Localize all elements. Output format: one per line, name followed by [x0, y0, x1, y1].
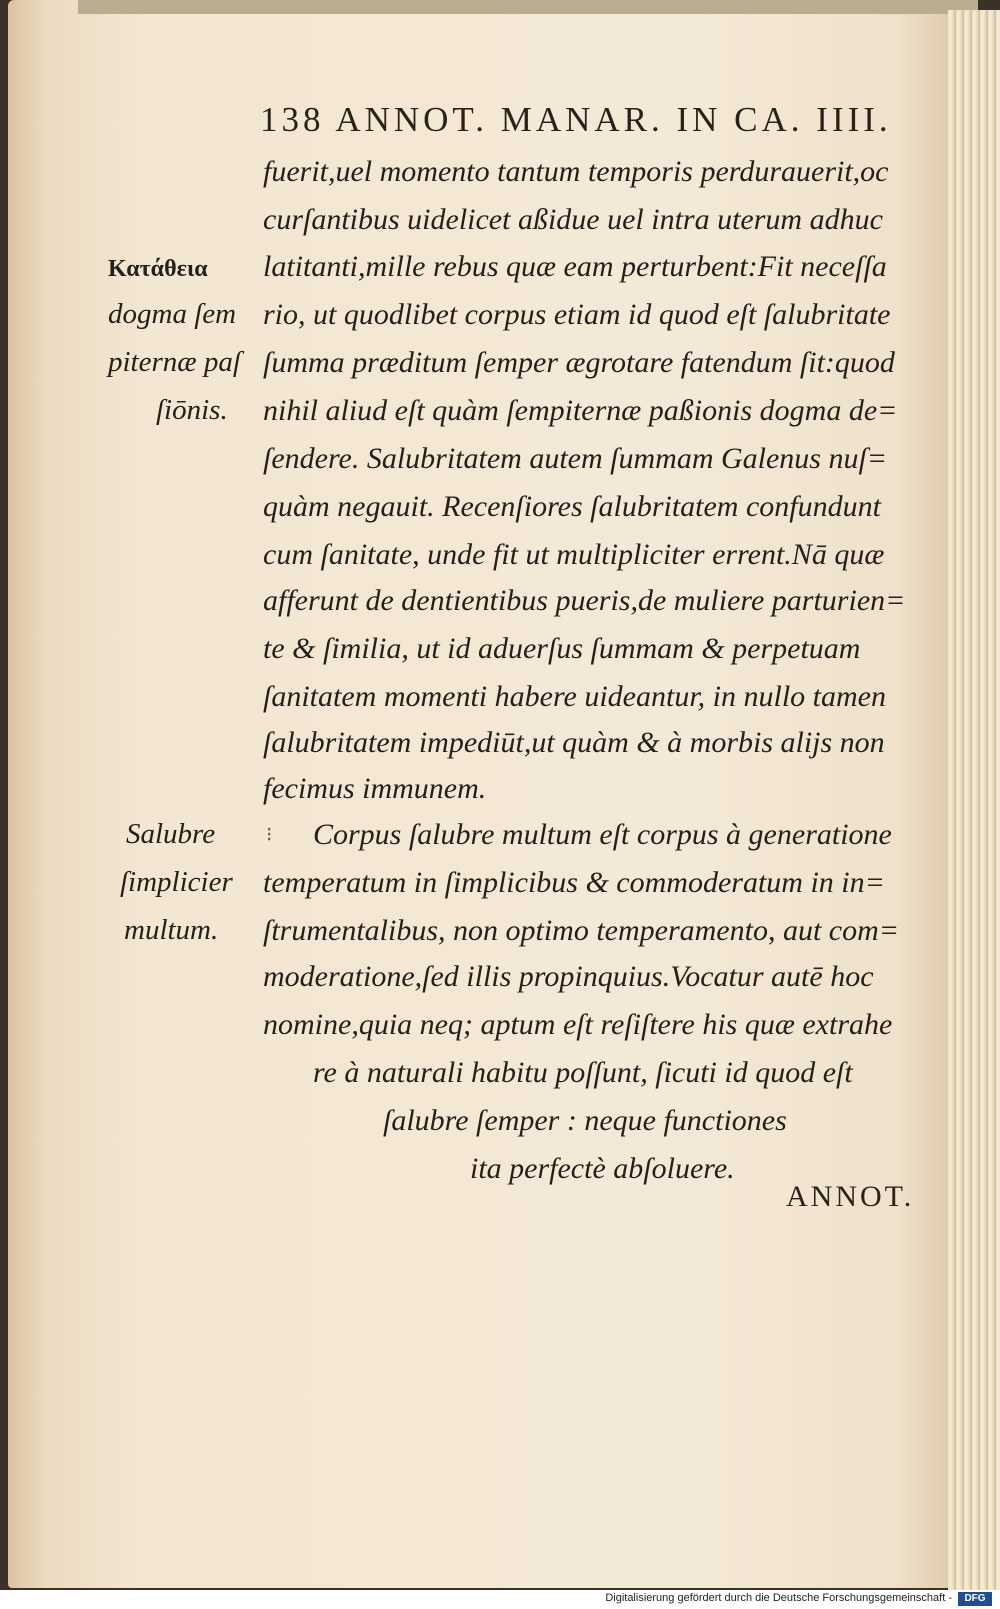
text-line: afferunt de dentientibus pueris,de muliere parturien=	[263, 584, 906, 617]
catchword: ANNOT.	[786, 1180, 915, 1213]
text-line: fuerit,uel momento tantum temporis perdurauerit,oc	[263, 155, 889, 188]
margin-note: dogma ſem	[108, 298, 237, 330]
text-line: ſumma præditum ſemper ægrotare fatendum ſit:quod	[263, 346, 895, 379]
margin-note: multum.	[124, 914, 219, 946]
text-line: ſalubre ſemper : neque functiones	[383, 1104, 787, 1137]
margin-note: Κατάθεια	[108, 256, 208, 282]
text-line: quàm negauit. Recenſiores ſalubritatem confundunt	[263, 490, 881, 523]
book-page	[8, 0, 973, 1588]
text-line: ſanitatem momenti habere uideantur, in nullo tamen	[263, 680, 886, 713]
margin-note: ſimplicier	[120, 866, 233, 898]
text-line: te & ſimilia, ut id aduerſus ſummam & perpetuam	[263, 632, 861, 665]
text-line: ſtrumentalibus, non optimo temperamento, aut com=	[263, 914, 900, 947]
text-line: ſalubritatem impediūt,ut quàm & à morbis alijs non	[263, 726, 885, 759]
text-line: temperatum in ſimplicibus & commoderatum in in=	[263, 866, 885, 899]
text-line: rio, ut quodlibet corpus etiam id quod eſt ſalubritate	[263, 298, 891, 331]
text-line: nihil aliud eſt quàm ſempiternæ paßionis dogma de=	[263, 394, 898, 427]
margin-note: ſiōnis.	[156, 394, 228, 426]
text-line: nomine,quia neq; aptum eſt reſiſtere his quæ extrahe	[263, 1008, 893, 1041]
text-line: latitanti,mille rebus quæ eam perturbent:Fit neceſſa	[263, 250, 887, 283]
footer-credit: Digitalisierung gefördert durch die Deutsche Forschungsgemeinschaft -	[605, 1592, 952, 1604]
running-header: 138 ANNOT. MANAR. IN CA. IIII.	[260, 100, 892, 139]
text-line: moderatione,ſed illis propinquius.Vocatur autē hoc	[263, 960, 874, 993]
page-edges	[948, 10, 1000, 1590]
margin-note: piternæ paſ	[108, 346, 241, 378]
text-line: cum ſanitate, unde fit ut multipliciter errent.Nā quæ	[263, 538, 885, 571]
text-line: re à naturali habitu poſſunt, ſicuti id quod eſt	[313, 1056, 853, 1089]
text-line: fecimus immunem.	[263, 772, 487, 805]
text-line: ſendere. Salubritatem autem ſummam Galenus nuſ=	[263, 442, 888, 475]
dfg-logo-icon: DFG	[958, 1592, 992, 1606]
text-line: Corpus ſalubre multum eſt corpus à generatione	[313, 818, 892, 851]
footer	[0, 1590, 1000, 1609]
margin-note: Salubre	[126, 818, 216, 850]
text-line: curſantibus uidelicet aßidue uel intra uterum adhuc	[263, 203, 883, 236]
page-top-strip	[78, 0, 978, 14]
section-mark: ⁝	[266, 822, 273, 846]
text-line: ita perfectè abſoluere.	[470, 1152, 735, 1185]
